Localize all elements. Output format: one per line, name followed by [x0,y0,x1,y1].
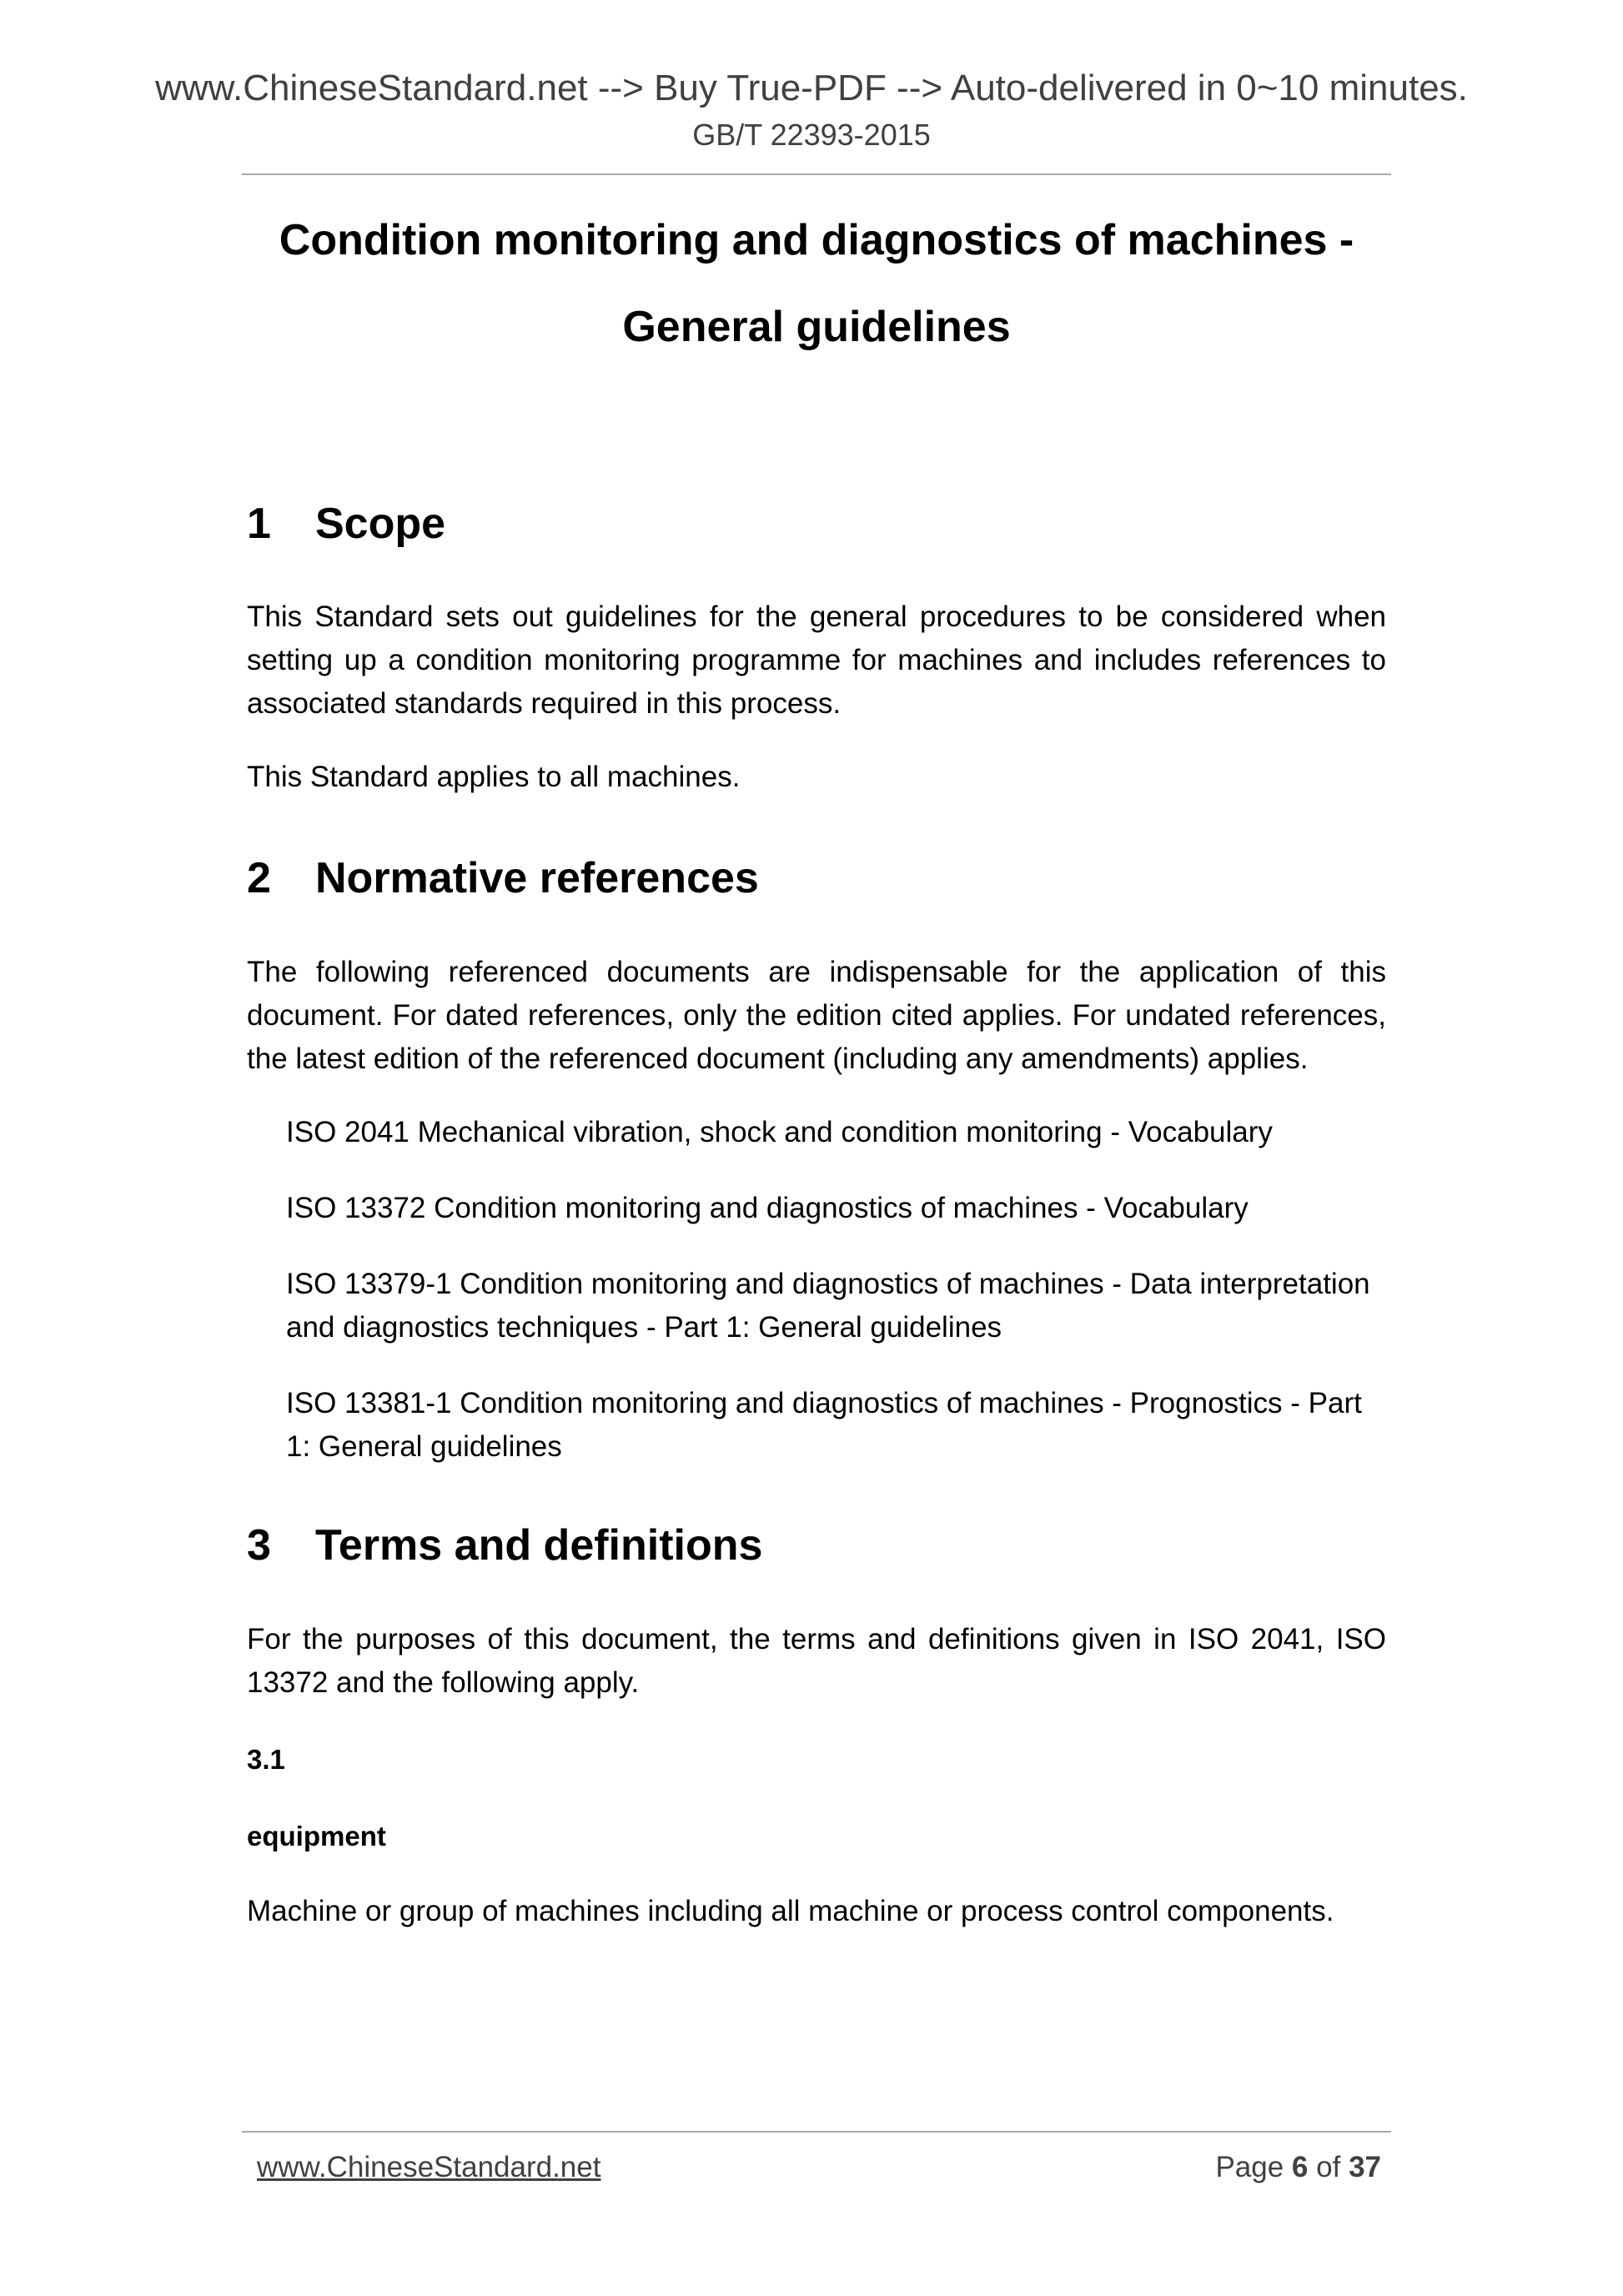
header-divider [242,173,1391,175]
page-total: 37 [1349,2151,1381,2183]
section-title: Normative references [315,854,759,902]
section-title: Terms and definitions [315,1521,763,1570]
section-number: 2 [247,854,271,902]
footer-site-link[interactable]: www.ChineseStandard.net [257,2151,601,2183]
document-title-line-1: Condition monitoring and diagnostics of machines - [279,216,1354,264]
page-of: of [1316,2151,1341,2183]
section-heading-scope [247,495,445,553]
reference-item: ISO 13372 Condition monitoring and diagnostics of machines - Vocabulary [286,1192,1249,1224]
terms-intro: For the purposes of this document, the terms and definitions given in ISO 2041, ISO 13372 and the following apply. [247,1623,1386,1699]
section-title: Scope [315,500,446,548]
reference-item: ISO 13381-1 Condition monitoring and diagnostics of machines - Prognostics - Part 1: General guidelines [286,1387,1362,1463]
section-number: 3 [247,1521,271,1570]
scope-paragraph-1: This Standard sets out guidelines for the general procedures to be considered when setting up a condition monitoring programme for machines and includes references to associated standards required in this process. [247,600,1386,720]
page-indicator [1215,2147,1381,2188]
section-heading-normative-references [247,849,759,907]
page-current: 6 [1291,2151,1309,2183]
page-label: Page [1215,2151,1284,2183]
section-number: 1 [247,500,271,548]
term-number: 3.1 [247,1744,285,1775]
term-name: equipment [247,1821,386,1851]
header-banner[interactable]: www.ChineseStandard.net --> Buy True-PDF --> Auto-delivered in 0~10 minutes. [155,68,1468,108]
standard-code: GB/T 22393-2015 [692,118,931,152]
term-definition: Machine or group of machines including all machine or process control components. [247,1895,1334,1927]
reference-item: ISO 13379-1 Condition monitoring and diagnostics of machines - Data interpretation and diagnostics techniques - Part 1: General guidelines [286,1268,1370,1344]
document-title [242,197,1391,370]
scope-paragraph-2: This Standard applies to all machines. [247,761,741,793]
section-heading-terms-and-definitions [247,1516,762,1575]
normative-intro: The following referenced documents are indispensable for the application of this document. For dated references, only the edition cited applies. For undated references, the latest edition of the referenced document (including any amendments) applies. [247,956,1386,1075]
footer-divider [242,2131,1391,2133]
reference-item: ISO 2041 Mechanical vibration, shock and condition monitoring - Vocabulary [286,1116,1273,1148]
document-title-line-2: General guidelines [622,303,1011,351]
